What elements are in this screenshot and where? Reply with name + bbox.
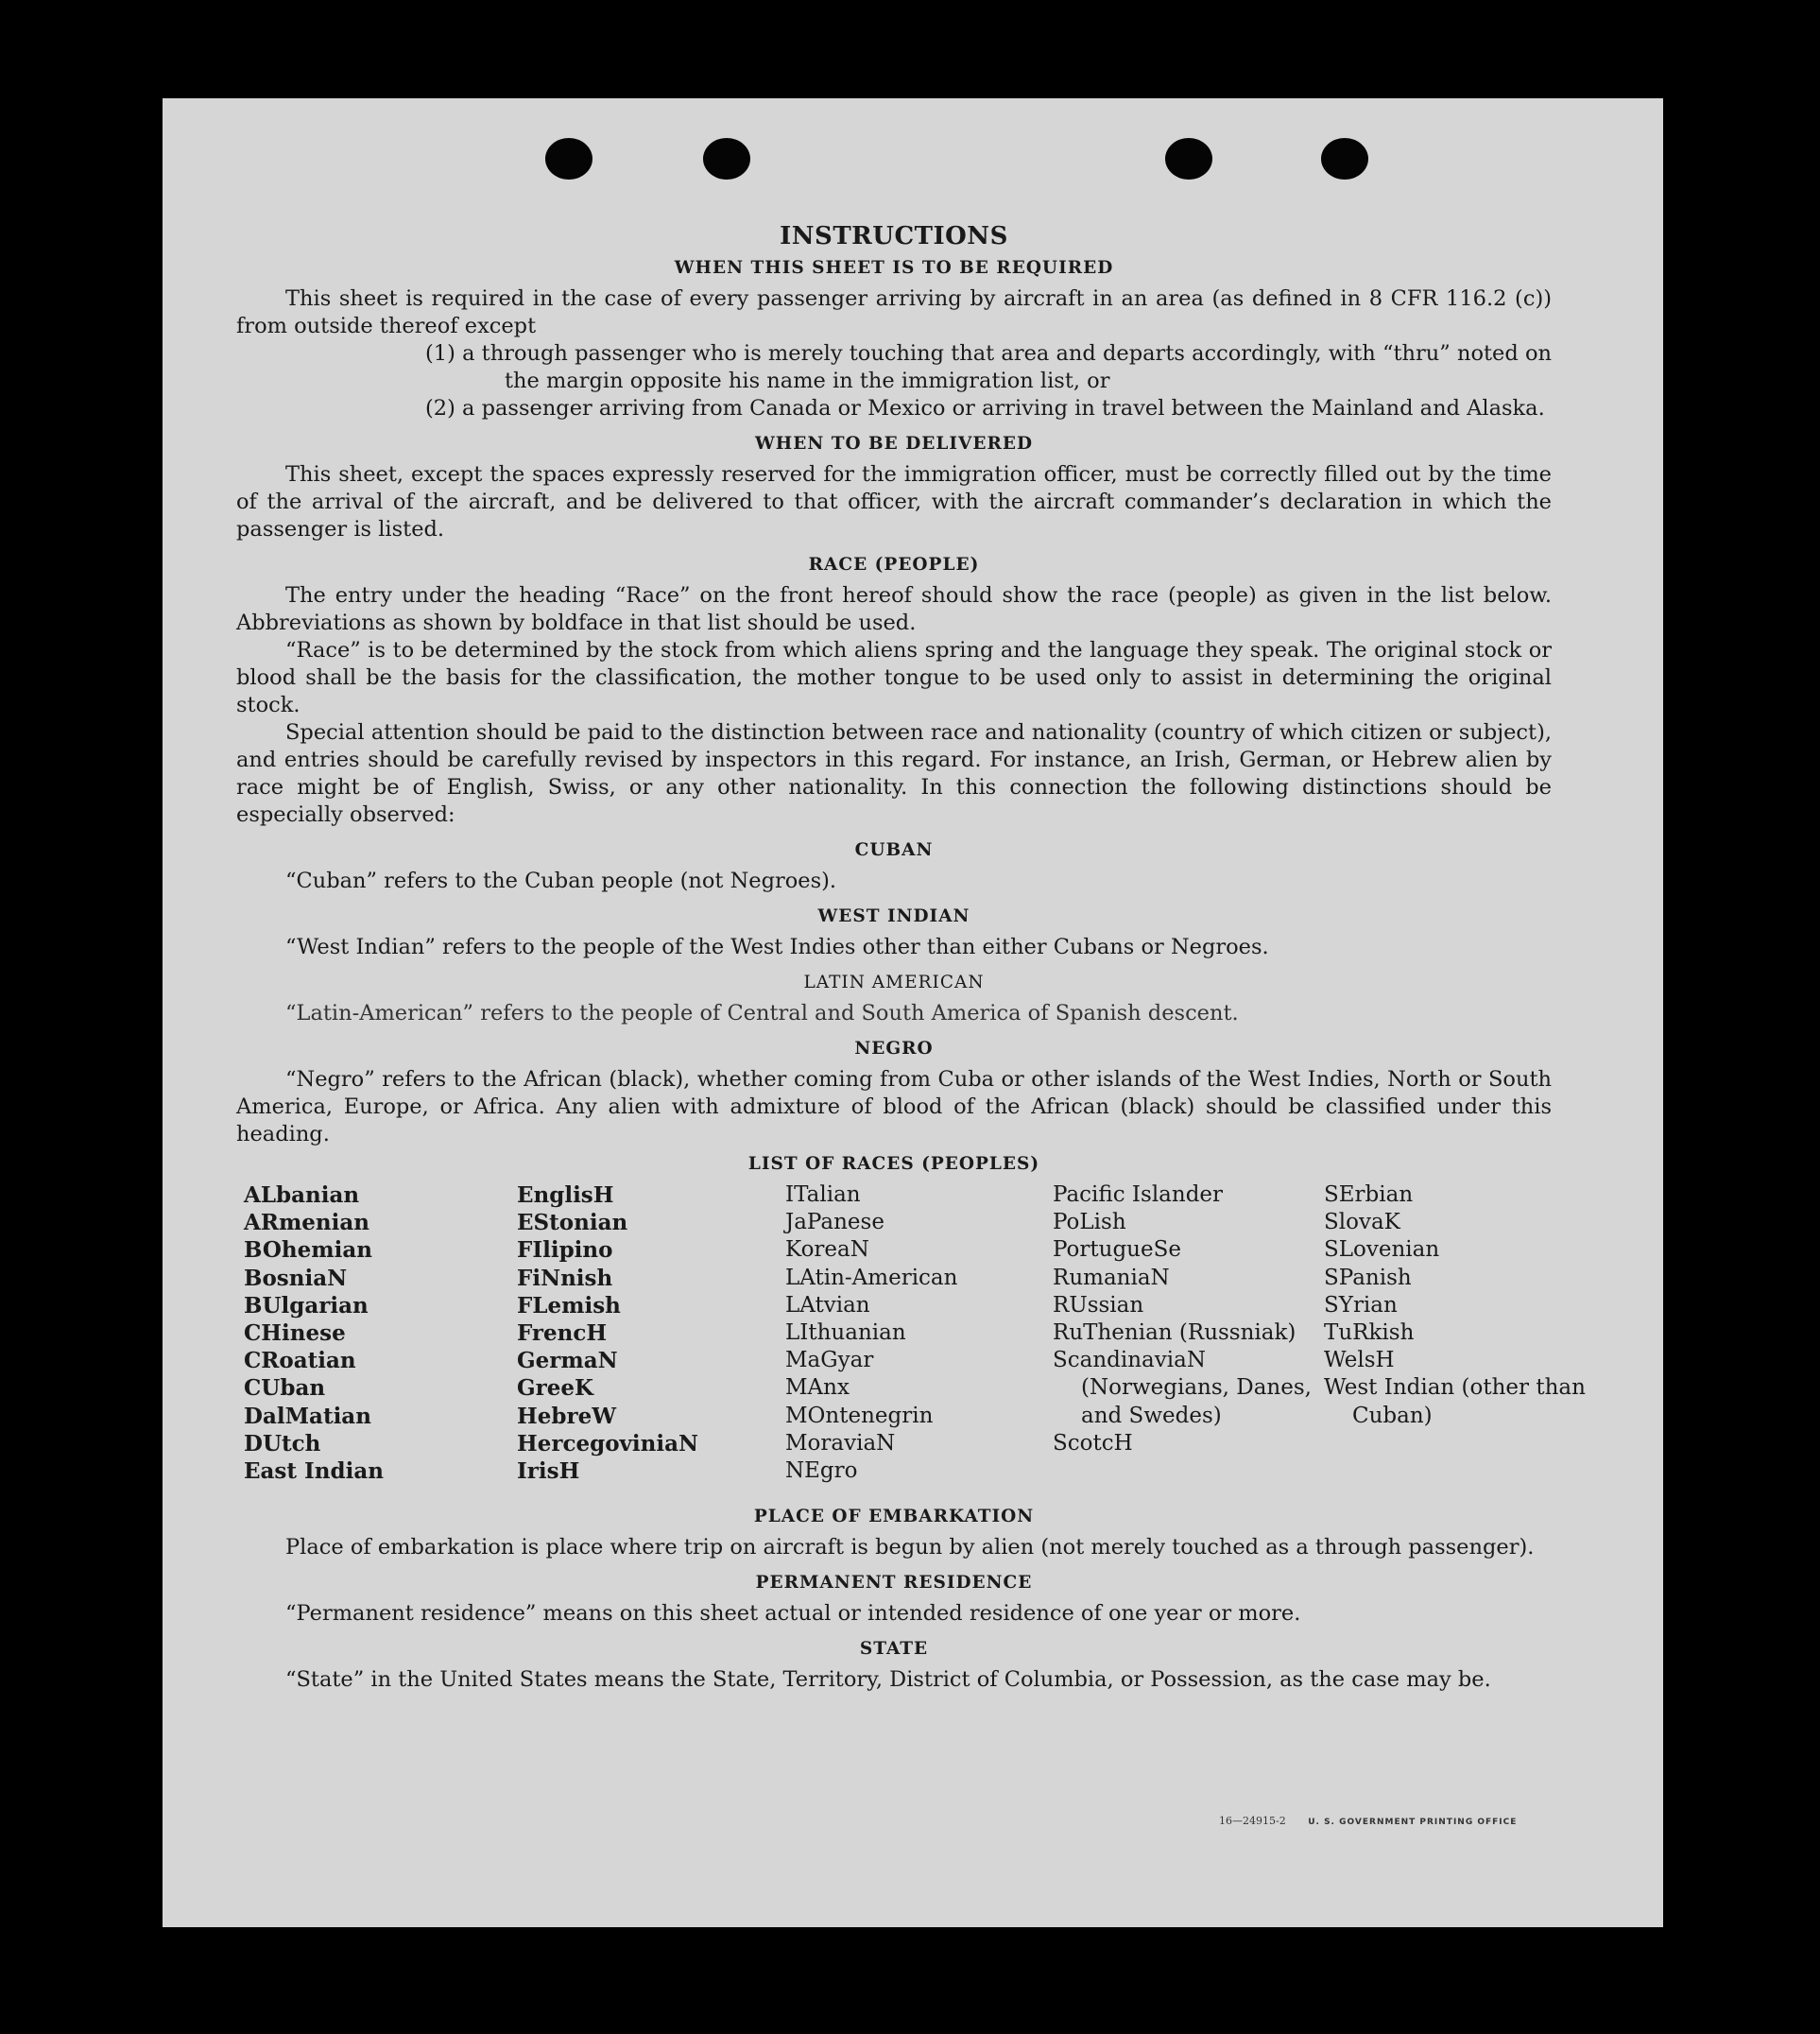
negro-text: “Negro” refers to the African (black), whether coming from Cuba or other islands of the West Indies, North or South America, Europe, or Africa. Any alien with admixture of blood of the African (black) should be classified under this heading. <box>236 1067 1552 1146</box>
race-item: JaPanese <box>785 1210 884 1235</box>
heading-race: RACE (PEOPLE) <box>808 555 980 575</box>
race-item: PortugueSe <box>1053 1237 1181 1263</box>
race-item: LIthuanian <box>785 1320 906 1346</box>
race-item: BOhemian <box>244 1237 372 1264</box>
race-item: BosniaN <box>244 1265 348 1291</box>
race-item: DalMatian <box>244 1403 371 1429</box>
race-item: PoLish <box>1053 1210 1126 1235</box>
race-item: SlovaK <box>1324 1210 1400 1235</box>
race-item: CUban <box>244 1375 326 1402</box>
cuban-text: “Cuban” refers to the Cuban people (not Negroes). <box>285 869 837 893</box>
exception-item: (2) a passenger arriving from Canada or Mexico or arriving in travel between the Mainland and Alaska. <box>425 396 1545 421</box>
heading-west-indian: WEST INDIAN <box>817 906 970 926</box>
punch-hole <box>703 138 750 180</box>
heading-state: STATE <box>859 1639 929 1659</box>
punch-hole <box>1165 138 1212 180</box>
race-item: GermaN <box>517 1348 618 1374</box>
exception-item: (1) a through passenger who is merely touching that area and departs accordingly, with “thru” noted on the margin opposite his name in the immigration list, or <box>425 341 1552 393</box>
race-item: BUlgarian <box>244 1292 369 1319</box>
race-paragraph: “Race” is to be determined by the stock from which aliens spring and the language they speak. The original stock or blood shall be the basis for the classification, the mother tongue to be used only to assist in determining the original stock. <box>236 638 1552 717</box>
heading-list-of-races: LIST OF RACES (PEOPLES) <box>747 1154 1040 1174</box>
race-item: DUtch <box>244 1430 321 1457</box>
race-item: EStonian <box>517 1210 628 1236</box>
required-text: This sheet is required in the case of every passenger arriving by aircraft in an area (as defined in 8 CFR 116.2 (c)) from outside thereof except <box>236 286 1552 338</box>
race-item: EnglisH <box>517 1182 614 1208</box>
race-item: MoraviaN <box>785 1430 896 1456</box>
race-item: FrencH <box>517 1320 608 1347</box>
form-number: 16—24915-2 <box>1219 1815 1286 1827</box>
west-indian-text: “West Indian” refers to the people of the West Indies other than either Cubans or Negroes. <box>285 935 1269 959</box>
latin-american-text: “Latin-American” refers to the people of Central and South America of Spanish descent. <box>285 1001 1239 1026</box>
race-item: LAtin-American <box>785 1265 958 1290</box>
race-item: West Indian (other than Cuban) <box>1324 1375 1586 1428</box>
heading-embarkation: PLACE OF EMBARKATION <box>753 1507 1035 1526</box>
state-text: “State” in the United States means the State, Territory, District of Columbia, or Possession, as the case may be. <box>285 1667 1491 1692</box>
race-item: IrisH <box>517 1458 580 1485</box>
race-item: ALbanian <box>244 1182 360 1208</box>
race-item: HercegoviniaN <box>517 1430 699 1457</box>
delivered-text: This sheet, except the spaces expressly reserved for the immigration officer, must be correctly filled out by the time of the arrival of the aircraft, and be delivered to that officer, with the aircraft commander’s declaration in which the passenger is listed. <box>236 462 1552 542</box>
race-item: SErbian <box>1324 1182 1414 1207</box>
race-item: CHinese <box>244 1320 346 1347</box>
race-item: SPanish <box>1324 1265 1412 1290</box>
heading-negro: NEGRO <box>854 1039 934 1059</box>
race-column <box>1324 1181 1598 1430</box>
race-paragraph: Special attention should be paid to the distinction between race and nationality (country of which citizen or subject), and entries should be carefully revised by inspectors in this regard. For instance, an Irish, German, or Hebrew alien by race might be of English, Swiss, or any other nationality. In this connection the following distinctions should be especially observed: <box>236 720 1552 827</box>
footer <box>1219 1815 1536 1827</box>
race-item: MOntenegrin <box>785 1403 934 1428</box>
race-item: Pacific Islander <box>1053 1182 1224 1207</box>
race-column <box>244 1181 518 1485</box>
race-item: FiNnish <box>517 1265 613 1291</box>
heading-cuban: CUBAN <box>854 840 934 860</box>
instructions-content <box>236 222 1586 1694</box>
residence-text: “Permanent residence” means on this sheet actual or intended residence of one year or more. <box>285 1601 1301 1626</box>
race-item: RUssian <box>1053 1292 1144 1318</box>
race-item: MAnx <box>785 1375 850 1401</box>
race-item: RumaniaN <box>1053 1265 1170 1290</box>
race-item: LAtvian <box>785 1292 870 1318</box>
race-item: FLemish <box>517 1292 621 1319</box>
race-column <box>785 1181 1059 1485</box>
race-paragraph: The entry under the heading “Race” on the front hereof should show the race (people) as given in the list below. Abbreviations as shown by boldface in that list should be used. <box>236 583 1552 635</box>
race-item: SLovenian <box>1324 1237 1440 1263</box>
race-item: RuThenian (Russniak) <box>1053 1320 1296 1346</box>
race-item: East Indian <box>244 1458 384 1485</box>
punch-hole <box>1321 138 1368 180</box>
race-list <box>236 1181 1586 1499</box>
race-item: FIlipino <box>517 1237 613 1264</box>
race-item: SYrian <box>1324 1292 1398 1318</box>
race-item: ScandinaviaN (Norwegians, Danes, and Swedes) <box>1053 1348 1312 1428</box>
page-title: INSTRUCTIONS <box>780 222 1008 250</box>
heading-delivered: WHEN TO BE DELIVERED <box>755 434 1033 454</box>
race-item: TuRkish <box>1324 1320 1415 1346</box>
race-item: WelsH <box>1324 1348 1395 1373</box>
race-column <box>1053 1181 1327 1457</box>
embarkation-text: Place of embarkation is place where trip on aircraft is begun by alien (not merely touched as a through passenger). <box>285 1535 1535 1560</box>
race-column <box>517 1181 791 1485</box>
heading-required: WHEN THIS SHEET IS TO BE REQUIRED <box>674 258 1114 278</box>
race-item: ScotcH <box>1053 1430 1133 1456</box>
race-item: ITalian <box>785 1182 861 1207</box>
heading-residence: PERMANENT RESIDENCE <box>755 1573 1033 1593</box>
race-item: MaGyar <box>785 1348 874 1373</box>
race-item: CRoatian <box>244 1348 356 1374</box>
race-item: KoreaN <box>785 1237 869 1263</box>
race-item: HebreW <box>517 1403 617 1429</box>
punch-hole <box>545 138 592 180</box>
heading-latin-american: LATIN AMERICAN <box>803 973 985 992</box>
race-item: NEgro <box>785 1458 858 1484</box>
printer-credit: U. S. GOVERNMENT PRINTING OFFICE <box>1308 1818 1518 1827</box>
race-item: ARmenian <box>244 1210 370 1236</box>
race-item: GreeK <box>517 1375 594 1402</box>
